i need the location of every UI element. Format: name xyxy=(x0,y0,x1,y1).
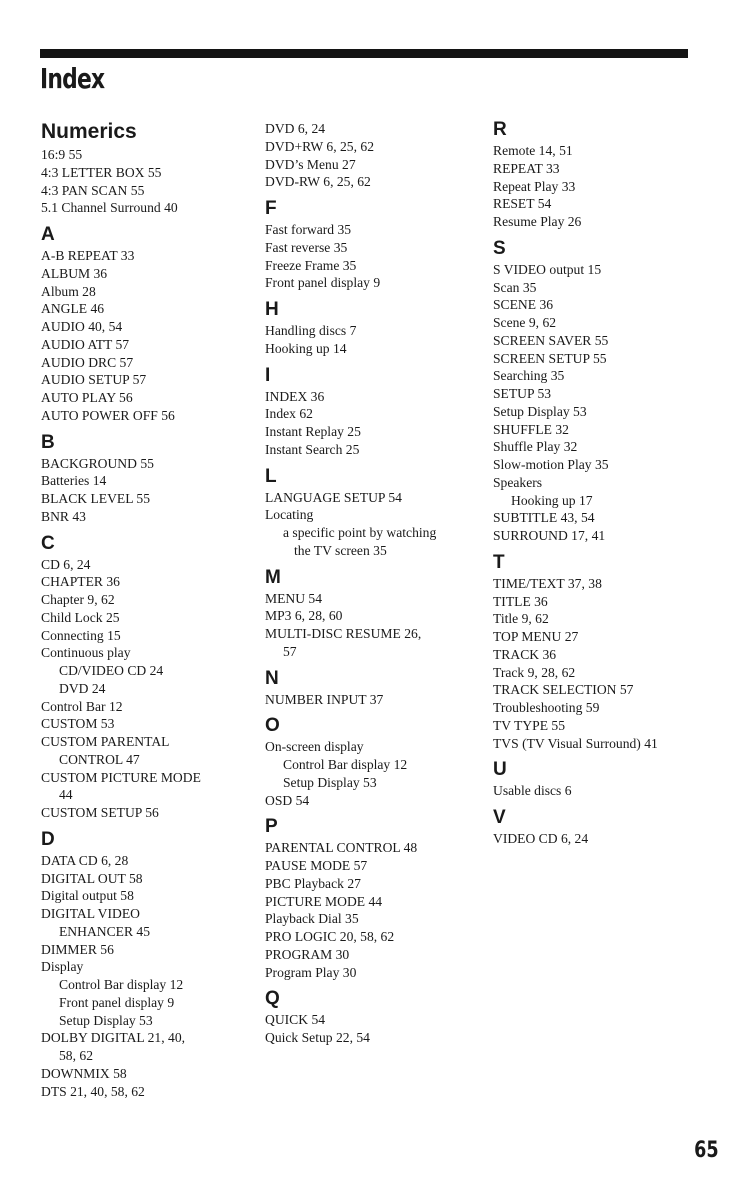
index-section xyxy=(493,800,703,848)
index-entry: Remote 14, 51 xyxy=(493,143,573,158)
index-entry: Index 62 xyxy=(265,406,313,422)
index-entry: RESET 54 xyxy=(493,196,552,212)
index-entry: Searching 35 xyxy=(493,368,565,384)
index-entry: AUDIO 40, 54 xyxy=(41,319,123,334)
index-entry: Setup Display 53 xyxy=(283,774,377,790)
index-entry: ALBUM 36 xyxy=(41,265,108,281)
index-section xyxy=(265,560,475,661)
index-entry: Title 9, 62 xyxy=(493,611,549,627)
index-entry: AUTO POWER OFF 56 xyxy=(41,407,175,423)
index-entry: 4:3 LETTER BOX 55 xyxy=(41,164,162,180)
index-entry: Front panel display 9 xyxy=(59,994,175,1010)
index-section xyxy=(493,545,703,753)
index-entry: VIDEO CD 6, 24 xyxy=(493,831,589,846)
section-heading: Numerics xyxy=(41,120,137,143)
index-entry: PARENTAL CONTROL 48 xyxy=(265,840,418,856)
index-entry: SURROUND 17, 41 xyxy=(493,528,606,543)
index-section xyxy=(265,809,475,981)
index-entry: DIGITAL OUT 58 xyxy=(41,870,143,886)
index-entry: BLACK LEVEL 55 xyxy=(41,491,150,506)
index-entry: Hooking up 14 xyxy=(265,340,347,356)
index-entry: Connecting 15 xyxy=(41,627,121,643)
index-column-1 xyxy=(41,120,251,1100)
section-heading: M xyxy=(265,566,281,588)
index-entry: Control Bar display 12 xyxy=(283,757,408,772)
index-entry: AUDIO ATT 57 xyxy=(41,336,130,352)
section-heading: T xyxy=(493,551,505,573)
index-entry: DIGITAL VIDEO xyxy=(41,906,140,921)
index-entry: MULTI-DISC RESUME 26, xyxy=(265,626,422,641)
index-entry: Control Bar display 12 xyxy=(59,977,184,992)
index-section xyxy=(41,526,251,822)
index-entry: ENHANCER 45 xyxy=(59,923,151,939)
section-heading: F xyxy=(265,198,277,219)
index-entry: Instant Search 25 xyxy=(265,441,360,457)
section-heading: P xyxy=(265,816,278,838)
index-entry: DVD 6, 24 xyxy=(265,121,326,136)
index-entry: Instant Replay 25 xyxy=(265,424,361,439)
index-section xyxy=(265,981,475,1047)
index-entry: DVD+RW 6, 25, 62 xyxy=(265,138,374,154)
index-entry: TOP MENU 27 xyxy=(493,629,579,644)
index-entry: Batteries 14 xyxy=(41,473,107,489)
index-entry: the TV screen 35 xyxy=(294,542,387,558)
index-entry: Front panel display 9 xyxy=(265,275,381,291)
section-heading: H xyxy=(265,299,279,320)
index-entry: 16:9 55 xyxy=(41,147,83,162)
index-entry: CUSTOM PARENTAL xyxy=(41,734,170,749)
index-entry: REPEAT 33 xyxy=(493,160,560,176)
index-section xyxy=(265,459,475,560)
section-heading: L xyxy=(265,465,277,487)
index-entry: 44 xyxy=(59,787,73,803)
index-entry: BACKGROUND 55 xyxy=(41,455,154,471)
index-section xyxy=(41,120,251,217)
index-entry: Continuous play xyxy=(41,645,131,661)
index-entry: SETUP 53 xyxy=(493,386,552,401)
page-number: 65 xyxy=(694,1138,719,1163)
index-entry: NUMBER INPUT 37 xyxy=(265,691,384,707)
index-section xyxy=(41,425,251,526)
index-entry: Resume Play 26 xyxy=(493,214,582,229)
index-entry: DATA CD 6, 28 xyxy=(41,852,129,868)
index-entry: a specific point by watching xyxy=(283,525,437,540)
index-entry: Scene 9, 62 xyxy=(493,315,557,330)
index-entry: TV TYPE 55 xyxy=(493,717,566,733)
index-entry: CUSTOM PICTURE MODE xyxy=(41,769,201,785)
index-entry: DOWNMIX 58 xyxy=(41,1065,127,1081)
section-heading: N xyxy=(265,667,279,689)
index-entry: Slow-motion Play 35 xyxy=(493,457,609,472)
section-heading: U xyxy=(493,759,507,781)
index-entry: TITLE 36 xyxy=(493,593,548,609)
index-column-2 xyxy=(265,120,475,1047)
index-entry: OSD 54 xyxy=(265,792,310,808)
index-entry: Setup Display 53 xyxy=(493,403,587,419)
index-entry: Display xyxy=(41,959,84,975)
index-entry: SCREEN SAVER 55 xyxy=(493,332,609,348)
index-entry: SCREEN SETUP 55 xyxy=(493,350,607,366)
index-entry: PROGRAM 30 xyxy=(265,946,350,962)
index-entry: DVD’s Menu 27 xyxy=(265,156,356,172)
index-section xyxy=(493,120,703,231)
index-entry: QUICK 54 xyxy=(265,1012,326,1028)
index-entry: SCENE 36 xyxy=(493,297,554,313)
index-entry: DOLBY DIGITAL 21, 40, xyxy=(41,1030,186,1046)
index-section xyxy=(41,822,251,1101)
index-section xyxy=(493,752,703,800)
index-entry: Chapter 9, 62 xyxy=(41,592,115,607)
index-entry: Control Bar 12 xyxy=(41,698,123,714)
index-section xyxy=(265,191,475,292)
index-entry: DTS 21, 40, 58, 62 xyxy=(41,1083,145,1099)
section-heading: D xyxy=(41,828,55,850)
section-heading: A xyxy=(41,224,55,245)
index-entry: CONTROL 47 xyxy=(59,751,140,767)
index-entry: Scan 35 xyxy=(493,279,537,295)
index-entry: DIMMER 56 xyxy=(41,941,114,957)
index-entry: Fast forward 35 xyxy=(265,222,352,237)
index-column-3 xyxy=(493,120,703,848)
index-entry: SUBTITLE 43, 54 xyxy=(493,510,595,526)
index-section xyxy=(265,120,475,191)
index-entry: Repeat Play 33 xyxy=(493,178,576,194)
index-entry: S VIDEO output 15 xyxy=(493,261,602,277)
index-entry: Shuffle Play 32 xyxy=(493,439,578,455)
section-heading: V xyxy=(493,807,506,828)
index-entry: MENU 54 xyxy=(265,590,323,606)
index-entry: PAUSE MODE 57 xyxy=(265,858,368,873)
index-entry: 4:3 PAN SCAN 55 xyxy=(41,182,145,198)
index-entry: Freeze Frame 35 xyxy=(265,257,357,273)
index-entry: DVD-RW 6, 25, 62 xyxy=(265,174,371,190)
index-section xyxy=(265,358,475,459)
section-heading: B xyxy=(41,431,55,453)
index-entry: 58, 62 xyxy=(59,1048,93,1063)
index-entry: AUDIO SETUP 57 xyxy=(41,372,147,388)
index-entry: 57 xyxy=(283,643,297,659)
index-section xyxy=(493,231,703,545)
section-heading: Q xyxy=(265,988,280,1010)
index-entry: Setup Display 53 xyxy=(59,1012,153,1028)
index-entry: CHAPTER 36 xyxy=(41,574,120,590)
index-entry: Fast reverse 35 xyxy=(265,239,348,255)
index-entry: Child Lock 25 xyxy=(41,609,120,625)
index-entry: A-B REPEAT 33 xyxy=(41,248,135,263)
index-entry: PICTURE MODE 44 xyxy=(265,893,383,909)
index-entry: Locating xyxy=(265,507,314,523)
index-entry: CUSTOM SETUP 56 xyxy=(41,805,159,820)
section-heading: S xyxy=(493,237,506,259)
index-entry: AUDIO DRC 57 xyxy=(41,354,134,370)
index-entry: INDEX 36 xyxy=(265,388,325,404)
top-rule xyxy=(40,49,688,58)
index-entry: MP3 6, 28, 60 xyxy=(265,608,343,624)
index-entry: Track 9, 28, 62 xyxy=(493,664,576,680)
index-entry: Troubleshooting 59 xyxy=(493,700,600,715)
index-entry: TIME/TEXT 37, 38 xyxy=(493,575,602,591)
index-entry: Hooking up 17 xyxy=(511,492,593,508)
index-section xyxy=(41,217,251,425)
index-entry: TVS (TV Visual Surround) 41 xyxy=(493,735,658,751)
index-entry: BNR 43 xyxy=(41,508,86,524)
index-entry: TRACK 36 xyxy=(493,646,557,662)
index-entry: LANGUAGE SETUP 54 xyxy=(265,489,402,505)
index-entry: DVD 24 xyxy=(59,680,106,696)
index-entry: Program Play 30 xyxy=(265,964,357,980)
index-entry: Playback Dial 35 xyxy=(265,911,359,927)
index-section xyxy=(265,292,475,358)
index-entry: SHUFFLE 32 xyxy=(493,421,569,437)
index-entry: Handling discs 7 xyxy=(265,323,357,338)
index-entry: Album 28 xyxy=(41,283,96,299)
index-entry: Usable discs 6 xyxy=(493,783,572,799)
index-entry: AUTO PLAY 56 xyxy=(41,390,133,405)
index-entry: On-screen display xyxy=(265,739,364,755)
index-entry: CD 6, 24 xyxy=(41,556,91,572)
page-title: Index xyxy=(40,62,105,95)
index-entry: Speakers xyxy=(493,474,543,490)
index-section xyxy=(265,708,475,809)
section-heading: I xyxy=(265,364,271,386)
index-entry: CD/VIDEO CD 24 xyxy=(59,663,164,678)
index-entry: ANGLE 46 xyxy=(41,301,105,317)
index-entry: TRACK SELECTION 57 xyxy=(493,682,634,698)
index-entry: Digital output 58 xyxy=(41,888,134,904)
section-heading: C xyxy=(41,532,55,554)
index-entry: Quick Setup 22, 54 xyxy=(265,1030,370,1045)
index-section xyxy=(265,661,475,709)
index-entry: 5.1 Channel Surround 40 xyxy=(41,200,178,216)
section-heading: R xyxy=(493,119,507,140)
index-entry: CUSTOM 53 xyxy=(41,716,115,732)
index-entry: PBC Playback 27 xyxy=(265,875,361,891)
index-entry: PRO LOGIC 20, 58, 62 xyxy=(265,929,395,944)
section-heading: O xyxy=(265,715,280,737)
